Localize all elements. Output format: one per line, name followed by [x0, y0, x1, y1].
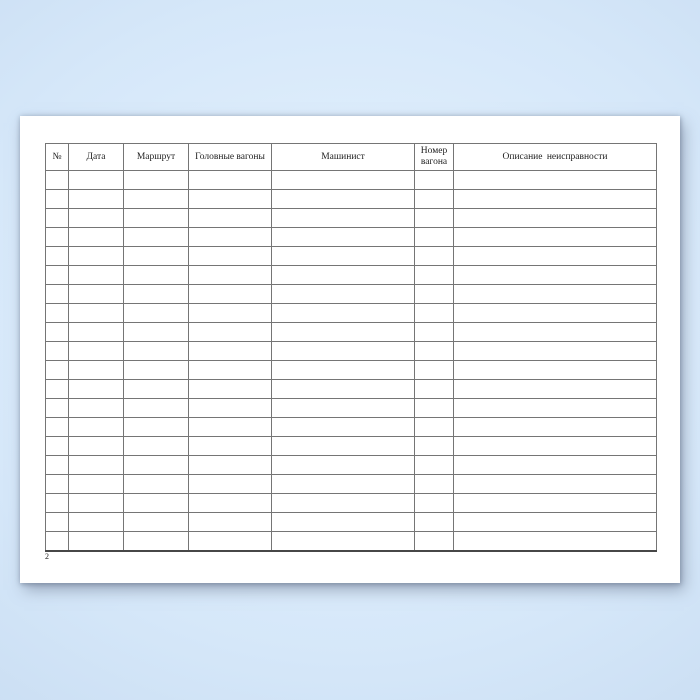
column-header-date: Дата [69, 144, 124, 171]
table-cell-fault_description [454, 532, 657, 551]
table-cell-date [69, 323, 124, 342]
table-cell-number [46, 266, 69, 285]
table-cell-car_number [415, 399, 454, 418]
table-row [46, 418, 657, 437]
table-cell-fault_description [454, 190, 657, 209]
table-cell-date [69, 494, 124, 513]
table-cell-route [124, 399, 189, 418]
table-row [46, 285, 657, 304]
table-cell-fault_description [454, 475, 657, 494]
table-cell-fault_description [454, 266, 657, 285]
table-cell-head_cars [189, 342, 272, 361]
table-cell-number [46, 418, 69, 437]
table-cell-date [69, 228, 124, 247]
table-header-row [46, 144, 657, 171]
table-cell-head_cars [189, 418, 272, 437]
table-row [46, 532, 657, 551]
table-cell-driver [272, 171, 415, 190]
table-cell-car_number [415, 285, 454, 304]
table-cell-fault_description [454, 513, 657, 532]
table-cell-number [46, 304, 69, 323]
table-row [46, 361, 657, 380]
table-cell-head_cars [189, 532, 272, 551]
table-cell-number [46, 456, 69, 475]
table-cell-driver [272, 418, 415, 437]
table-cell-date [69, 209, 124, 228]
table-cell-fault_description [454, 304, 657, 323]
table-row [46, 380, 657, 399]
table-row [46, 190, 657, 209]
table-cell-date [69, 247, 124, 266]
table-cell-head_cars [189, 190, 272, 209]
table-cell-date [69, 285, 124, 304]
table-row [46, 228, 657, 247]
table-cell-date [69, 266, 124, 285]
table-cell-route [124, 228, 189, 247]
table-cell-route [124, 171, 189, 190]
table-cell-driver [272, 513, 415, 532]
table-cell-driver [272, 190, 415, 209]
table-cell-fault_description [454, 456, 657, 475]
table-cell-car_number [415, 304, 454, 323]
table-cell-driver [272, 209, 415, 228]
table-cell-number [46, 247, 69, 266]
table-cell-head_cars [189, 513, 272, 532]
table-cell-car_number [415, 342, 454, 361]
table-cell-route [124, 304, 189, 323]
table-cell-car_number [415, 190, 454, 209]
table-cell-car_number [415, 532, 454, 551]
table-cell-driver [272, 285, 415, 304]
table-cell-number [46, 323, 69, 342]
column-header-fault-description: Описание неисправности [454, 144, 657, 171]
table-cell-car_number [415, 247, 454, 266]
table-cell-number [46, 171, 69, 190]
table-row [46, 247, 657, 266]
table-cell-route [124, 190, 189, 209]
table-row [46, 475, 657, 494]
table-cell-fault_description [454, 361, 657, 380]
table-row [46, 456, 657, 475]
table-cell-number [46, 342, 69, 361]
table-cell-head_cars [189, 361, 272, 380]
table-cell-route [124, 285, 189, 304]
table-cell-driver [272, 247, 415, 266]
table-cell-driver [272, 304, 415, 323]
table-cell-date [69, 342, 124, 361]
table-row [46, 266, 657, 285]
table-cell-car_number [415, 437, 454, 456]
page-number: 2 [45, 552, 49, 561]
table-row [46, 342, 657, 361]
table-cell-fault_description [454, 228, 657, 247]
table-cell-fault_description [454, 209, 657, 228]
table-cell-number [46, 532, 69, 551]
table-cell-fault_description [454, 380, 657, 399]
table-row [46, 494, 657, 513]
table-cell-fault_description [454, 399, 657, 418]
table-cell-date [69, 456, 124, 475]
table-cell-route [124, 342, 189, 361]
table-cell-car_number [415, 418, 454, 437]
table-cell-number [46, 437, 69, 456]
table-cell-number [46, 399, 69, 418]
table-cell-route [124, 418, 189, 437]
table-cell-fault_description [454, 247, 657, 266]
table-cell-head_cars [189, 266, 272, 285]
table-cell-route [124, 380, 189, 399]
table-cell-number [46, 494, 69, 513]
fault-log-table [45, 143, 657, 552]
table-header [46, 144, 657, 171]
table-cell-number [46, 209, 69, 228]
table-cell-route [124, 266, 189, 285]
table-cell-fault_description [454, 494, 657, 513]
table-cell-head_cars [189, 494, 272, 513]
table-cell-driver [272, 266, 415, 285]
table-cell-driver [272, 494, 415, 513]
table-cell-head_cars [189, 285, 272, 304]
table-cell-date [69, 171, 124, 190]
column-header-number: № [46, 144, 69, 171]
table-cell-date [69, 532, 124, 551]
table-cell-car_number [415, 323, 454, 342]
table-cell-head_cars [189, 247, 272, 266]
table-cell-route [124, 532, 189, 551]
table-cell-route [124, 494, 189, 513]
table-cell-date [69, 437, 124, 456]
table-cell-number [46, 475, 69, 494]
table-cell-car_number [415, 456, 454, 475]
table-cell-driver [272, 437, 415, 456]
table-cell-route [124, 513, 189, 532]
table-cell-head_cars [189, 209, 272, 228]
table-cell-date [69, 361, 124, 380]
table-cell-date [69, 418, 124, 437]
table-cell-head_cars [189, 323, 272, 342]
table-cell-car_number [415, 361, 454, 380]
table-cell-head_cars [189, 399, 272, 418]
table-cell-route [124, 437, 189, 456]
form-page-sheet [20, 116, 680, 583]
table-cell-number [46, 361, 69, 380]
table-cell-driver [272, 475, 415, 494]
table-cell-driver [272, 342, 415, 361]
table-cell-route [124, 475, 189, 494]
table-cell-driver [272, 456, 415, 475]
table-cell-fault_description [454, 323, 657, 342]
table-row [46, 323, 657, 342]
table-cell-driver [272, 399, 415, 418]
table-cell-head_cars [189, 437, 272, 456]
table-cell-head_cars [189, 228, 272, 247]
table-cell-route [124, 247, 189, 266]
table-cell-driver [272, 361, 415, 380]
table-cell-number [46, 380, 69, 399]
table-cell-car_number [415, 209, 454, 228]
table-cell-number [46, 513, 69, 532]
table-cell-head_cars [189, 171, 272, 190]
table-cell-car_number [415, 380, 454, 399]
column-header-driver: Машинист [272, 144, 415, 171]
table-cell-car_number [415, 266, 454, 285]
table-cell-date [69, 380, 124, 399]
table-cell-driver [272, 380, 415, 399]
table-cell-number [46, 190, 69, 209]
table-cell-fault_description [454, 418, 657, 437]
column-header-car-number: Номер вагона [415, 144, 454, 171]
table-cell-driver [272, 228, 415, 247]
table-cell-fault_description [454, 171, 657, 190]
column-header-route: Маршрут [124, 144, 189, 171]
table-cell-car_number [415, 475, 454, 494]
table-cell-route [124, 209, 189, 228]
table-cell-car_number [415, 171, 454, 190]
table-cell-date [69, 190, 124, 209]
table-cell-fault_description [454, 437, 657, 456]
table-row [46, 209, 657, 228]
table-row [46, 437, 657, 456]
table-cell-car_number [415, 513, 454, 532]
table-cell-head_cars [189, 380, 272, 399]
table-cell-date [69, 304, 124, 323]
table-row [46, 304, 657, 323]
table-cell-head_cars [189, 456, 272, 475]
table-row [46, 171, 657, 190]
table-cell-date [69, 513, 124, 532]
table-row [46, 513, 657, 532]
table-cell-route [124, 456, 189, 475]
table-row [46, 399, 657, 418]
table-cell-route [124, 323, 189, 342]
table-cell-driver [272, 323, 415, 342]
table-body [46, 171, 657, 551]
table-cell-fault_description [454, 342, 657, 361]
table-cell-car_number [415, 228, 454, 247]
table-cell-head_cars [189, 475, 272, 494]
table-cell-route [124, 361, 189, 380]
table-cell-date [69, 475, 124, 494]
table-cell-number [46, 285, 69, 304]
table-cell-date [69, 399, 124, 418]
table-cell-car_number [415, 494, 454, 513]
table-cell-driver [272, 532, 415, 551]
table-cell-fault_description [454, 285, 657, 304]
table-cell-head_cars [189, 304, 272, 323]
column-header-head-cars: Головные вагоны [189, 144, 272, 171]
table-cell-number [46, 228, 69, 247]
